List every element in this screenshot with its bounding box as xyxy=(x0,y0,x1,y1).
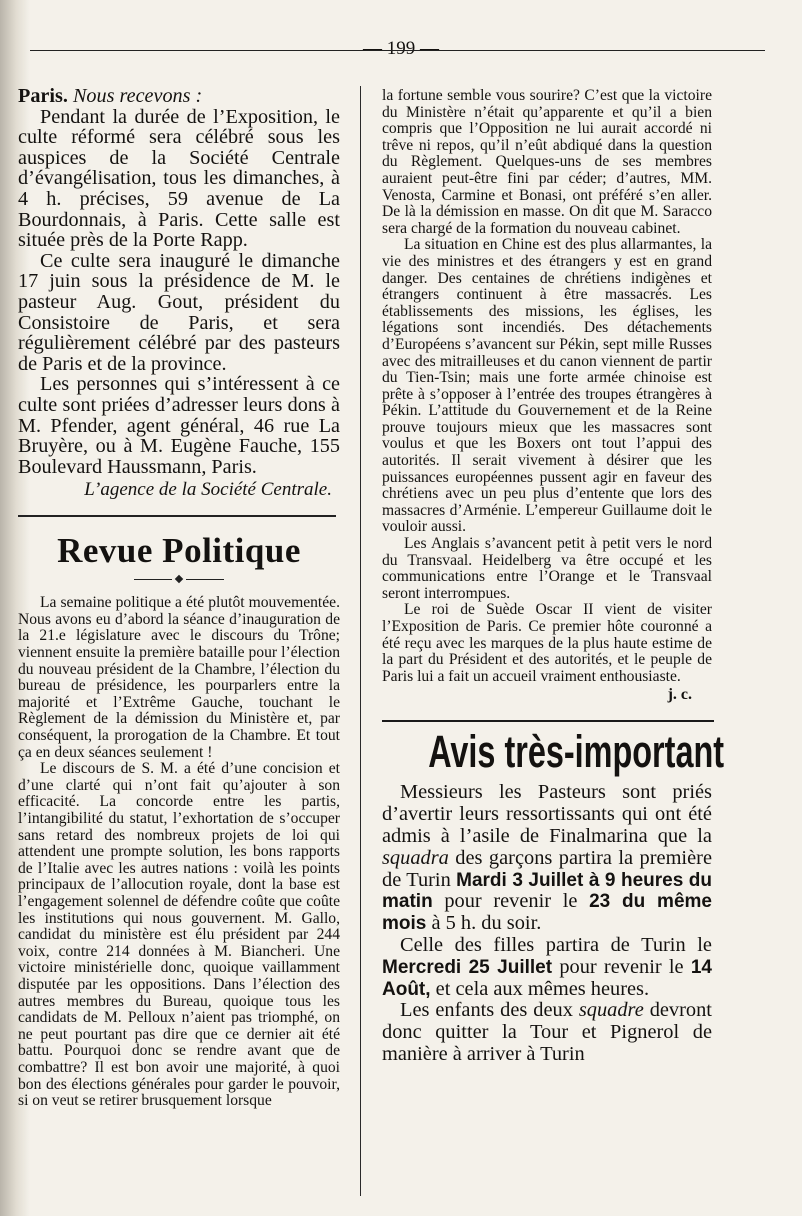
suede-paragraph: Le roi de Suède Oscar II vient de visiter l’Exposition de Paris. Ce premier hôte couronné a été reçu avec les marques de la plus haute estime de la part du Président et des autorités, et le peuple de Paris lui a fait un accueil vraiment enthousiaste. xyxy=(382,601,712,685)
revue-paragraph-continued: la fortune semble vous sourire? C’est que la victoire du Ministère n’était qu’apparente et qu’il a bien compris que l’Opposition ne lui aurait accordé ni trêve ni repos, qu’il n’eût abdiqué dans la question du Règlement. Quelques-uns de ses membres auraient peut-être fini par céder; d’autres, MM. Venosta, Carmine et Bonasi, ont préféré s’en aller. De là la démission en masse. On dit que M. Saracco sera chargé de la formation du nouveau cabinet. xyxy=(382,87,712,237)
column-divider xyxy=(360,86,361,1196)
depart-date-filles: Mercredi 25 Juillet xyxy=(382,956,553,978)
revue-politique-title: Revue Politique xyxy=(57,531,301,571)
jc-signature: j. c. xyxy=(667,686,692,704)
title-ornament xyxy=(18,573,340,585)
depart-date-garcons: Mardi 3 Juillet à 9 heures du matin xyxy=(382,869,713,913)
avis-body xyxy=(382,782,712,1065)
chine-paragraph: La situation en Chine est des plus allarmantes, la vie des ministres et des étrangers y est en grand danger. Des centaines de chrétiens indigènes et étrangers continuent à être massacrés. Les établissements des missions, les églises, les légations sont incendiés. Des détachements d’Européens s’avancent sur Pékin, sept mille Russes avec des mitrailleuses et du canon viennent de partir du Tien-Tsin; mais une forte armée chinoise est prête à s’opposer à l’entrée des troupes étrangères à Pékin. L’attitude du Gouvernement et de la Reine prouve toujours mieux que les massacres sont voulus et que les Boxers ont tout l’appui des autorités. Il serait vivement à désirer que les puissances européennes pussent agir en faveur des chrétiens avec un peu plus d’entente que lors des massacres d’Arménie. L’empereur Guillaume doit le vouloir aussi. xyxy=(382,236,712,536)
revue-paragraph-1: La semaine politique a été plutôt mouvementée. Nous avons eu d’abord la séance d’inauguration de la 21.e législature avec le discours du Trône; viennent ensuite la première bataille pour l’élection du nouveau président de la Chambre, l’élection du bureau de présidence, les pourparlers entre la majorité et l’Extrême Gauche, touchant le Règlement de la démission du Ministère et, par conséquent, la prorogation de la Chambre. Et tout ça en deux séances seulement ! xyxy=(18,594,340,761)
section-rule xyxy=(18,515,336,517)
header-rule xyxy=(30,50,765,51)
left-column xyxy=(18,86,340,1110)
revue-paragraph-2: Le discours de S. M. a été d’une concision et d’une clarté qui n’ont fait qu’ajouter à son efficacité. La concorde entre les partis, l’intangibilité du statut, l’exhortation de s’occuper sans retard des nombreux projets de loi qui attendent une prompte solution, les bons rapports de l’Italie avec les autres nations : voilà les points principaux de l’allocution royale, dont la base est l’engagement solennel de défendre coûte que coûte les institutions qui nous gouvernent. M. Gallo, candidat du ministère est élu président par 244 voix, contre 214 données à M. Biancheri. Une victoire ministérielle donc, quoique vaillamment disputée par les oppositions. Dans l’élection des autres membres du Bureau, quoique tous les candidats de M. Pelloux n’aient pas triomphé, on ne peut pourtant pas dire que ce dernier ait été battu. Pourquoi donc se rendre avant que de combattre? Il est bon avoir une majorité, à quoi bon des élections générales pour garder le pouvoir, si on veut se retirer brusquement lorsque xyxy=(18,760,340,1110)
transvaal-paragraph: Les Anglais s’avancent petit à petit vers le nord du Transvaal. Heidelberg va être occupé et les communications entre l’Orange et le Transvaal seront interrompues. xyxy=(382,535,712,602)
paris-paragraph-1: Pendant la durée de l’Exposition, le culte réformé sera célébré sous les auspices de la Société Centrale d’évangélisation, tous les dimanches, à 4 h. précises, 59 avenue de La Bourdonnais, à Paris. Cette salle est située près de la Porte Rapp. xyxy=(18,105,340,252)
paris-paragraph-3: Les personnes qui s’intéressent à ce culte sont priées d’adresser leurs dons à M. Pfender, agent général, 46 rue La Bruyère, ou à M. Eugène Fauche, 155 Boulevard Haussmann, Paris. xyxy=(18,373,340,478)
paris-intro-italic: Nous recevons : xyxy=(72,85,203,107)
retour-date-filles: 14 Août, xyxy=(382,956,712,1000)
avis-title: Avis très-important xyxy=(428,726,725,778)
right-column xyxy=(382,87,725,1066)
agence-signature: L’agence de la Société Centrale. xyxy=(84,479,332,501)
avis-paragraph-3: Les enfants des deux squadre devront donc quitter la Tour et Pignerol de manière à arriver à Turin xyxy=(382,999,712,1065)
avis-paragraph-1: Messieurs les Pasteurs sont priés d’avertir leurs ressortissants qui ont été admis à l’asile de Finalmarina que la squadra des garçons partira la première de Turin Mardi 3 Juillet à 9 heures du matin pour revenir le 23 du même mois à 5 h. du soir. xyxy=(382,781,713,935)
retour-date-garcons: 23 du même mois xyxy=(382,891,712,935)
paris-announcement-intro xyxy=(18,86,340,107)
avis-rule xyxy=(382,720,714,722)
page-number: — 199 — xyxy=(363,38,439,59)
paris-heading: Paris. xyxy=(18,85,68,107)
avis-paragraph-2: Celle des filles partira de Turin le Mercredi 25 Juillet pour revenir le 14 Août, et cela aux mêmes heures. xyxy=(382,933,712,1000)
paris-paragraph-2: Ce culte sera inauguré le dimanche 17 juin sous la présidence de M. le pasteur Aug. Gout, président du Consistoire de Paris, et sera régulièrement célébré par des pasteurs de Paris et de la province. xyxy=(18,249,340,375)
